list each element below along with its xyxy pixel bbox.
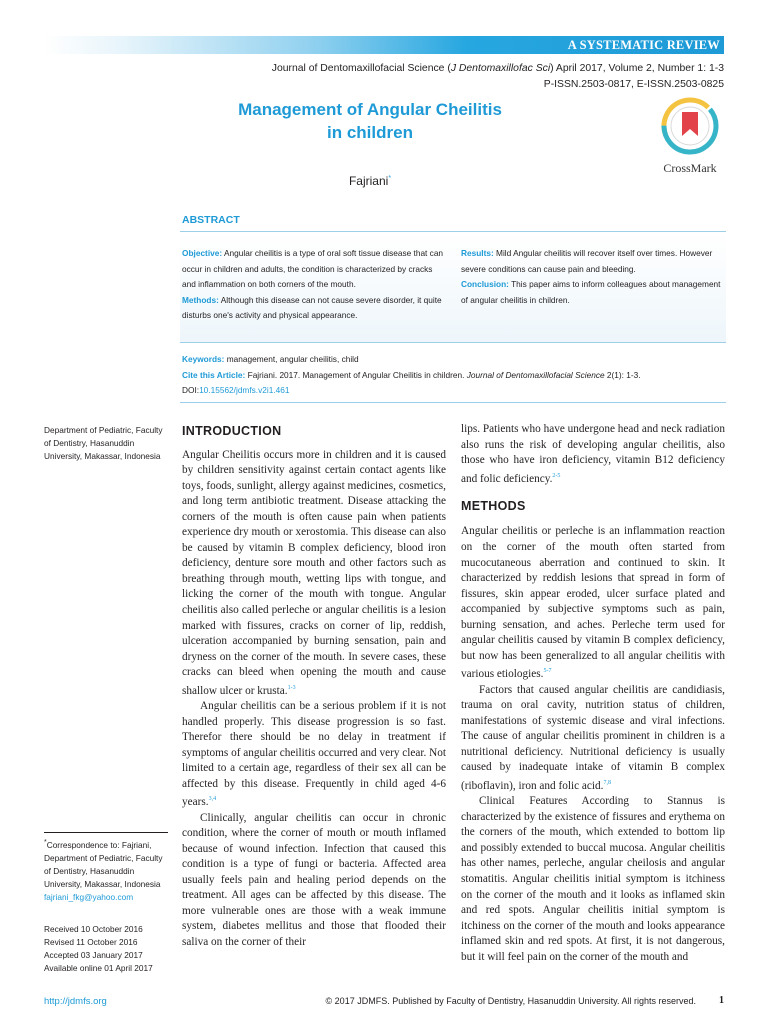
correspondence-mark: * bbox=[388, 175, 392, 182]
body-paragraph: lips. Patients who have undergone head and neck radiation also runs the risk of developing angular cheilitis, also those who have iron deficiency, vitamin B12 deficiency and folic deficiency.$^{2-5}$ bbox=[461, 423, 725, 485]
correspondence-mark: * bbox=[44, 839, 47, 846]
results-text: Mild Angular cheilitis will recover itself over times. However severe conditions can cause pain and bleeding. bbox=[461, 248, 713, 274]
objective-text: Angular cheilitis is a type of oral soft tissue disease that can occur in children and adults, the condition is characterized by cracks and inflammation on both corners of the mouth. bbox=[182, 248, 444, 289]
methods-label: Methods: bbox=[182, 294, 219, 305]
body-right-column bbox=[461, 422, 725, 965]
results-label: Results: bbox=[461, 248, 494, 258]
body-left-column bbox=[182, 422, 446, 951]
journal-abbreviation: J Dentomaxillofac Sci bbox=[450, 63, 551, 74]
doi-link[interactable]: 10.15562/jdmfs.v2i1.461 bbox=[199, 385, 290, 395]
reference-marker[interactable]: 7,8 bbox=[603, 779, 611, 786]
title-line-1: Management of Angular Cheilitis bbox=[238, 100, 502, 119]
abstract-left-column bbox=[182, 246, 446, 324]
accepted-date: Accepted 03 January 2017 bbox=[44, 950, 143, 960]
body-paragraph: Angular cheilitis or perleche is an inflammation reaction on the corner of the mouth often started from mucocutaneous aberration and continued to skin. It characterized by reddish lesions that spread in form of fissures, skin appear eroded, ulcer surface plated and accompanied by subjective symptoms such as pain, burning sensation, and aches. Perleche term used for angular cheilitis caused by vitamin B complex deficiency, but now has been generalized to all angular cheilitis with various etiologies.$^{5-7}$ bbox=[461, 525, 725, 681]
cite-journal: Journal of Dentomaxillofacial Science bbox=[466, 369, 605, 380]
keywords-label: Keywords: bbox=[182, 354, 225, 364]
introduction-heading: INTRODUCTION bbox=[182, 424, 282, 438]
body-paragraph: Angular cheilitis can be a serious problem if it is not handled properly. This disease progression is so fast. Therefor there should be no delay in treatment if symptoms of angular cheilitis occurred and very clear. Not limited to a certain age, regardless of their sex all can be affected by this disease. Frequently in child aged 4-6 years.$^{3,4}$ bbox=[182, 700, 446, 809]
crossmark-label: CrossMark bbox=[663, 161, 717, 175]
methods-heading: METHODS bbox=[461, 498, 526, 513]
conclusion-text: This paper aims to inform colleagues about management of angular cheilitis in children. bbox=[461, 279, 721, 305]
reference-marker[interactable]: 2-5 bbox=[552, 472, 561, 479]
affiliation: Department of Pediatric, Faculty of Dentistry, Hasanuddin University, Makassar, Indonesia bbox=[44, 425, 163, 461]
keywords-block bbox=[182, 352, 726, 399]
paper-title bbox=[180, 98, 560, 144]
article-history bbox=[44, 923, 168, 975]
keywords-text: management, angular cheilitis, child bbox=[226, 354, 359, 364]
reference-marker[interactable]: 5-7 bbox=[543, 668, 552, 675]
divider bbox=[44, 832, 168, 833]
copyright-notice: © 2017 JDMFS. Published by Faculty of Dentistry, Hasanuddin University. All rights reserved. bbox=[325, 996, 696, 1006]
correspondence-email[interactable]: fajriani_fkg@yahoo.com bbox=[44, 891, 134, 902]
revised-date: Revised 11 October 2016 bbox=[44, 937, 138, 947]
available-date: Available online 01 April 2017 bbox=[44, 963, 153, 973]
crossmark-icon bbox=[660, 96, 720, 156]
abstract-heading: ABSTRACT bbox=[182, 214, 240, 226]
crossmark-badge[interactable] bbox=[653, 96, 727, 176]
divider bbox=[180, 231, 726, 232]
body-paragraph: Clinical Features According to Stannus is characterized by the existence of fissures and erythema on the corners of the mouth, which extended to bottom lip and possibly extended to buccal mucosa. Angular cheilitis has other names, perleche, angular cheilosis and angular stomatitis. Angular cheilitis initial symptom is itchiness on the corner of the mouth and it looks as inflamed skin and red spots. Angular cheilitis initial symptom is itchiness on the corner of the mouth and looks appearance inflamed skin and red spots. At first, it is not dangerous, but it will feel pain on the corner of the mouth and bbox=[461, 795, 725, 963]
citation-line: Cite this Article: Fajriani. 2017. Management of Angular Cheilitis in children. Journal of Dentomaxillofacial Science 2(1): 1-3. DOI:10.15562/jdmfs.v2i1.461 bbox=[182, 369, 641, 395]
keywords-line bbox=[182, 352, 726, 368]
conclusion-label: Conclusion: bbox=[461, 279, 509, 289]
page-number: 1 bbox=[719, 995, 724, 1006]
body-paragraph: Angular Cheilitis occurs more in children and it is caused by children sensitivity against certain contact agents like toys, foods, sunlight, allergy against medicines, cosmetics, and long term antibiotic treatment. Disease attacking the corners of the mouth is often cause pain when patients experience dry mouth or xerostomia. This disease can also be caused by vitamin B complex deficiency, blood iron deficiency, denture sore mouth and other factors such as breathing through mouth, wetting lips with tongue, and licking the corner of the mouth with tongue. Angular cheilitis also called perleche or angular cheilitis is a lesion marked with fissures, cracks on corner of lip, reddish, ulceration accompanied by burning sensation, pain and dryness on the corner of the mouth. In severe cases, these cracks can bleed when opening the mouth and cause shallow ulcer or krusta.$^{1-3}$ bbox=[182, 448, 446, 697]
correspondence-note: *Correspondence to: Fajriani, Department of Pediatric, Faculty of Dentistry, Hasanuddin University, Makassar, Indonesia fajriani_fkg@yahoo.com bbox=[44, 839, 163, 902]
journal-citation-line: Journal of Dentomaxillofacial Science (J Dentomaxillofac Sci) April 2017, Volume 2, Number 1: 1-3 bbox=[271, 63, 724, 74]
article-type-label: A SYSTEMATIC REVIEW bbox=[567, 38, 720, 52]
abstract-right-column bbox=[461, 246, 725, 308]
cite-label: Cite this Article: bbox=[182, 369, 246, 380]
title-line-2: in children bbox=[327, 123, 413, 142]
body-paragraph: Factors that caused angular cheilitis are candidiasis, trauma on oral cavity, nutrition status of children, manifestations of systemic disease and viral infections. The cause of angular cheilitis prominent in children is a nutritional deficiency. Nutritional deficiency is usually caused by inadequate intake of vitamin B complex (riboflavin), iron and folic acid.$^{7,8}$ bbox=[461, 683, 725, 792]
divider bbox=[180, 342, 726, 343]
received-date: Received 10 October 2016 bbox=[44, 924, 143, 934]
issn-line: P-ISSN.2503-0817, E-ISSN.2503-0825 bbox=[543, 79, 724, 90]
reference-marker[interactable]: 3,4 bbox=[208, 796, 217, 803]
objective-label: Objective: bbox=[182, 248, 223, 258]
divider bbox=[180, 402, 726, 403]
body-paragraph: Clinically, angular cheilitis can occur in chronic condition, where the corner of mouth or mouth inflamed because of wound infection. Infection that caused this condition is a type of fungi or bacteria. Affected area usually feels pain and healing period depends on the treatment. All ages can be affected by this disease. The more vulnerable ones are those with a weak immune system, diabetes mellitus and those that flooded their saliva on the corner of their bbox=[182, 811, 446, 948]
author-name[interactable]: Fajriani* bbox=[348, 174, 392, 188]
methods-text: Although this disease can not cause severe disorder, it quite disturbs one's activity and physical appearance. bbox=[182, 294, 442, 320]
journal-url-link[interactable]: http://jdmfs.org bbox=[44, 996, 107, 1007]
reference-marker[interactable]: 1-3 bbox=[287, 684, 296, 691]
